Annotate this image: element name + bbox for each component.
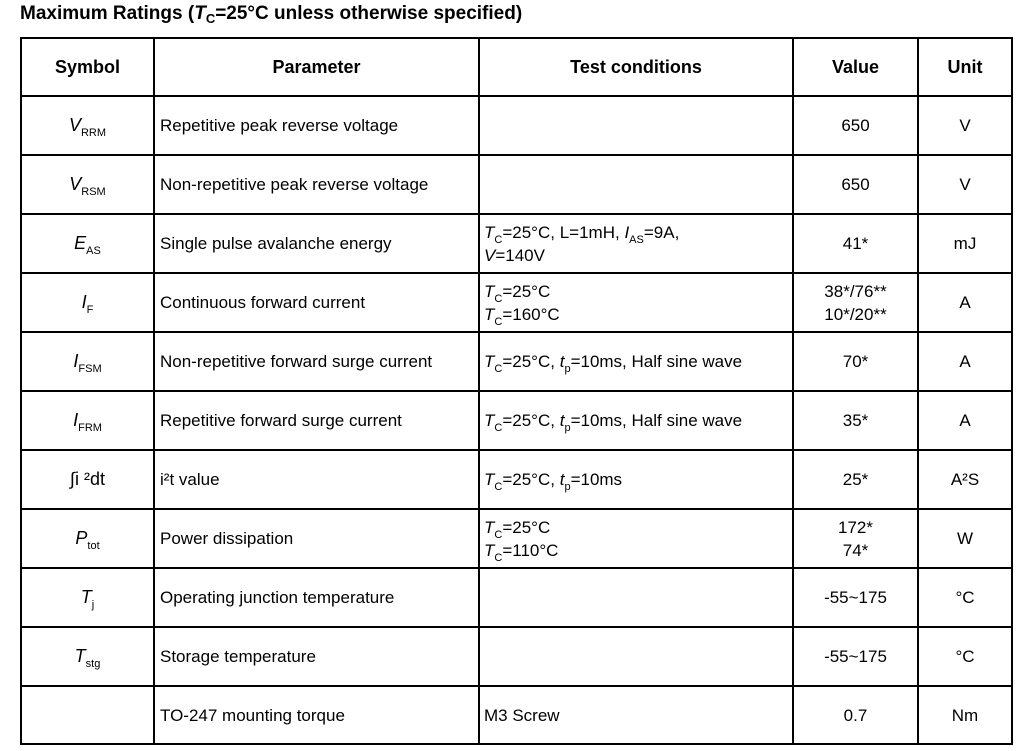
symbol [75, 527, 99, 550]
value-cell [793, 627, 918, 686]
parameter-cell: Non-repetitive forward surge current [154, 332, 479, 391]
symbol [73, 350, 101, 373]
table-row [21, 627, 1012, 686]
header-conditions: Test conditions [479, 38, 793, 96]
condition-text: =10ms, Half sine wave [570, 352, 743, 371]
value-cell [793, 214, 918, 273]
condition-sub: AS [629, 233, 644, 246]
symbol-sub: stg [85, 658, 101, 670]
condition-text: I [624, 222, 630, 242]
unit-cell: A [918, 391, 1012, 450]
condition-text: T [484, 540, 495, 560]
condition-text: =25°C, [502, 352, 560, 371]
title-t: T [194, 3, 206, 24]
table-row [21, 450, 1012, 509]
header-value: Value [793, 38, 918, 96]
condition-text: =160°C [502, 304, 560, 324]
condition-text: T [484, 304, 495, 324]
condition-line [484, 350, 792, 373]
value-line: 172* [838, 517, 873, 537]
parameter-cell: i²t value [154, 450, 479, 509]
symbol-main: E [74, 233, 87, 253]
value-cell [793, 450, 918, 509]
value-line: -55~175 [824, 647, 887, 666]
parameter-cell: Continuous forward current [154, 273, 479, 332]
condition-line [484, 244, 792, 267]
symbol-sub: FSM [78, 363, 102, 375]
symbol [82, 291, 94, 314]
unit-cell: A [918, 332, 1012, 391]
unit-cell: mJ [918, 214, 1012, 273]
symbol-main: T [74, 646, 86, 666]
condition-text: =9A, [643, 222, 680, 242]
value-line: 25* [842, 470, 869, 489]
title-suffix: =25°C unless otherwise specified) [215, 3, 523, 24]
table-row [21, 155, 1012, 214]
condition-text: T [484, 411, 495, 430]
unit-cell: V [918, 96, 1012, 155]
table-row [21, 509, 1012, 568]
condition-sub: p [564, 363, 571, 375]
conditions-cell [479, 273, 793, 332]
condition-line [484, 280, 792, 303]
condition-line [484, 704, 792, 727]
symbol-cell [21, 96, 154, 155]
condition-sub: C [494, 363, 503, 375]
table-header-row [21, 38, 1012, 96]
table-row [21, 568, 1012, 627]
symbol-cell [21, 332, 154, 391]
condition-text: T [484, 470, 495, 489]
value-cell [793, 332, 918, 391]
symbol-main: I [73, 410, 79, 430]
table-row [21, 96, 1012, 155]
value-cell [793, 568, 918, 627]
condition-text: V [484, 245, 496, 265]
symbol-main: V [69, 174, 82, 194]
symbol [73, 409, 102, 432]
symbol [81, 586, 94, 609]
condition-text: =25°C, L=1mH, [502, 222, 625, 242]
unit-cell: V [918, 155, 1012, 214]
condition-line [484, 539, 792, 562]
table-row [21, 686, 1012, 744]
unit-cell: °C [918, 627, 1012, 686]
table-row [21, 391, 1012, 450]
value-line: 74* [842, 540, 869, 560]
symbol-sub: RSM [81, 186, 106, 198]
value-cell [793, 96, 918, 155]
parameter-cell: Single pulse avalanche energy [154, 214, 479, 273]
condition-text: t [559, 352, 565, 371]
condition-sub: C [494, 315, 503, 328]
value-line: 70* [842, 352, 869, 371]
symbol-main: I [81, 292, 87, 312]
symbol-sub: F [86, 304, 94, 316]
condition-text: =25°C, [502, 411, 560, 430]
conditions-cell [479, 686, 793, 744]
header-parameter: Parameter [154, 38, 479, 96]
unit-cell: °C [918, 568, 1012, 627]
unit-cell: A²S [918, 450, 1012, 509]
value-line: -55~175 [824, 588, 887, 607]
parameter-cell: Repetitive peak reverse voltage [154, 96, 479, 155]
symbol-sub: AS [86, 245, 101, 257]
conditions-cell [479, 214, 793, 273]
condition-sub: C [494, 528, 503, 541]
condition-text: =25°C, [502, 470, 560, 489]
parameter-cell: TO-247 mounting torque [154, 686, 479, 744]
value-line: 38*/76** [824, 281, 887, 301]
condition-line [484, 468, 792, 491]
condition-text: T [484, 281, 495, 301]
symbol-cell [21, 568, 154, 627]
value-cell [793, 155, 918, 214]
symbol-cell [21, 686, 154, 744]
condition-line [484, 409, 792, 432]
condition-sub: C [494, 292, 503, 305]
condition-text: =10ms, Half sine wave [570, 411, 743, 430]
condition-sub: C [494, 233, 503, 246]
symbol-cell [21, 391, 154, 450]
conditions-cell [479, 332, 793, 391]
condition-text: =25°C [502, 517, 551, 537]
symbol-cell [21, 155, 154, 214]
symbol-cell [21, 450, 154, 509]
condition-text: t [559, 411, 565, 430]
header-symbol: Symbol [21, 38, 154, 96]
symbol-main: T [80, 587, 92, 607]
symbol [75, 645, 101, 668]
condition-text: M3 Screw [484, 705, 560, 725]
condition-text: T [484, 517, 495, 537]
condition-sub: p [564, 481, 571, 493]
symbol-sub: j [91, 599, 95, 611]
conditions-cell [479, 509, 793, 568]
table-row [21, 214, 1012, 273]
symbol-main: ∫i ²dt [70, 469, 105, 489]
conditions-cell [479, 627, 793, 686]
unit-cell: Nm [918, 686, 1012, 744]
ratings-table [20, 37, 1013, 745]
condition-line [484, 516, 792, 539]
condition-text: =140V [495, 245, 545, 265]
condition-sub: C [494, 422, 503, 434]
parameter-cell: Repetitive forward surge current [154, 391, 479, 450]
conditions-cell [479, 96, 793, 155]
condition-text: T [484, 222, 495, 242]
value-cell [793, 391, 918, 450]
condition-text: t [559, 470, 565, 489]
parameter-cell: Power dissipation [154, 509, 479, 568]
value-cell [793, 686, 918, 744]
conditions-cell [479, 391, 793, 450]
symbol-sub: RRM [80, 127, 107, 139]
conditions-cell [479, 155, 793, 214]
condition-line [484, 303, 792, 326]
symbol [69, 114, 106, 137]
parameter-cell: Non-repetitive peak reverse voltage [154, 155, 479, 214]
value-line: 0.7 [843, 705, 868, 725]
condition-text: =25°C [502, 281, 551, 301]
condition-text: T [484, 352, 495, 371]
symbol-cell [21, 273, 154, 332]
conditions-cell [479, 568, 793, 627]
table-row [21, 332, 1012, 391]
condition-sub: C [494, 481, 503, 493]
title-prefix: Maximum Ratings ( [20, 3, 195, 24]
symbol [69, 173, 105, 196]
symbol-main: I [73, 351, 79, 371]
condition-line [484, 221, 792, 244]
parameter-cell: Operating junction temperature [154, 568, 479, 627]
value-line: 650 [841, 175, 870, 194]
title-sub: C [205, 11, 216, 26]
unit-cell: A [918, 273, 1012, 332]
symbol-sub: tot [87, 540, 100, 552]
condition-text: =110°C [502, 540, 559, 560]
symbol-cell [21, 509, 154, 568]
symbol [70, 468, 105, 491]
header-unit: Unit [918, 38, 1012, 96]
value-cell [793, 509, 918, 568]
conditions-cell [479, 450, 793, 509]
page-title [20, 3, 522, 25]
value-line: 35* [842, 411, 869, 430]
symbol-cell [21, 627, 154, 686]
value-line: 650 [841, 116, 870, 135]
unit-cell: W [918, 509, 1012, 568]
table-body [21, 96, 1012, 744]
table-row [21, 273, 1012, 332]
value-line: 10*/20** [824, 304, 887, 324]
condition-sub: p [564, 422, 571, 434]
condition-sub: C [494, 551, 503, 564]
symbol-main: V [68, 115, 81, 135]
value-line: 41* [842, 234, 869, 253]
parameter-cell: Storage temperature [154, 627, 479, 686]
value-cell [793, 273, 918, 332]
symbol-cell [21, 214, 154, 273]
condition-text: =10ms [570, 470, 623, 489]
symbol-sub: FRM [78, 422, 102, 434]
symbol [74, 232, 101, 255]
symbol-main: P [75, 528, 88, 548]
